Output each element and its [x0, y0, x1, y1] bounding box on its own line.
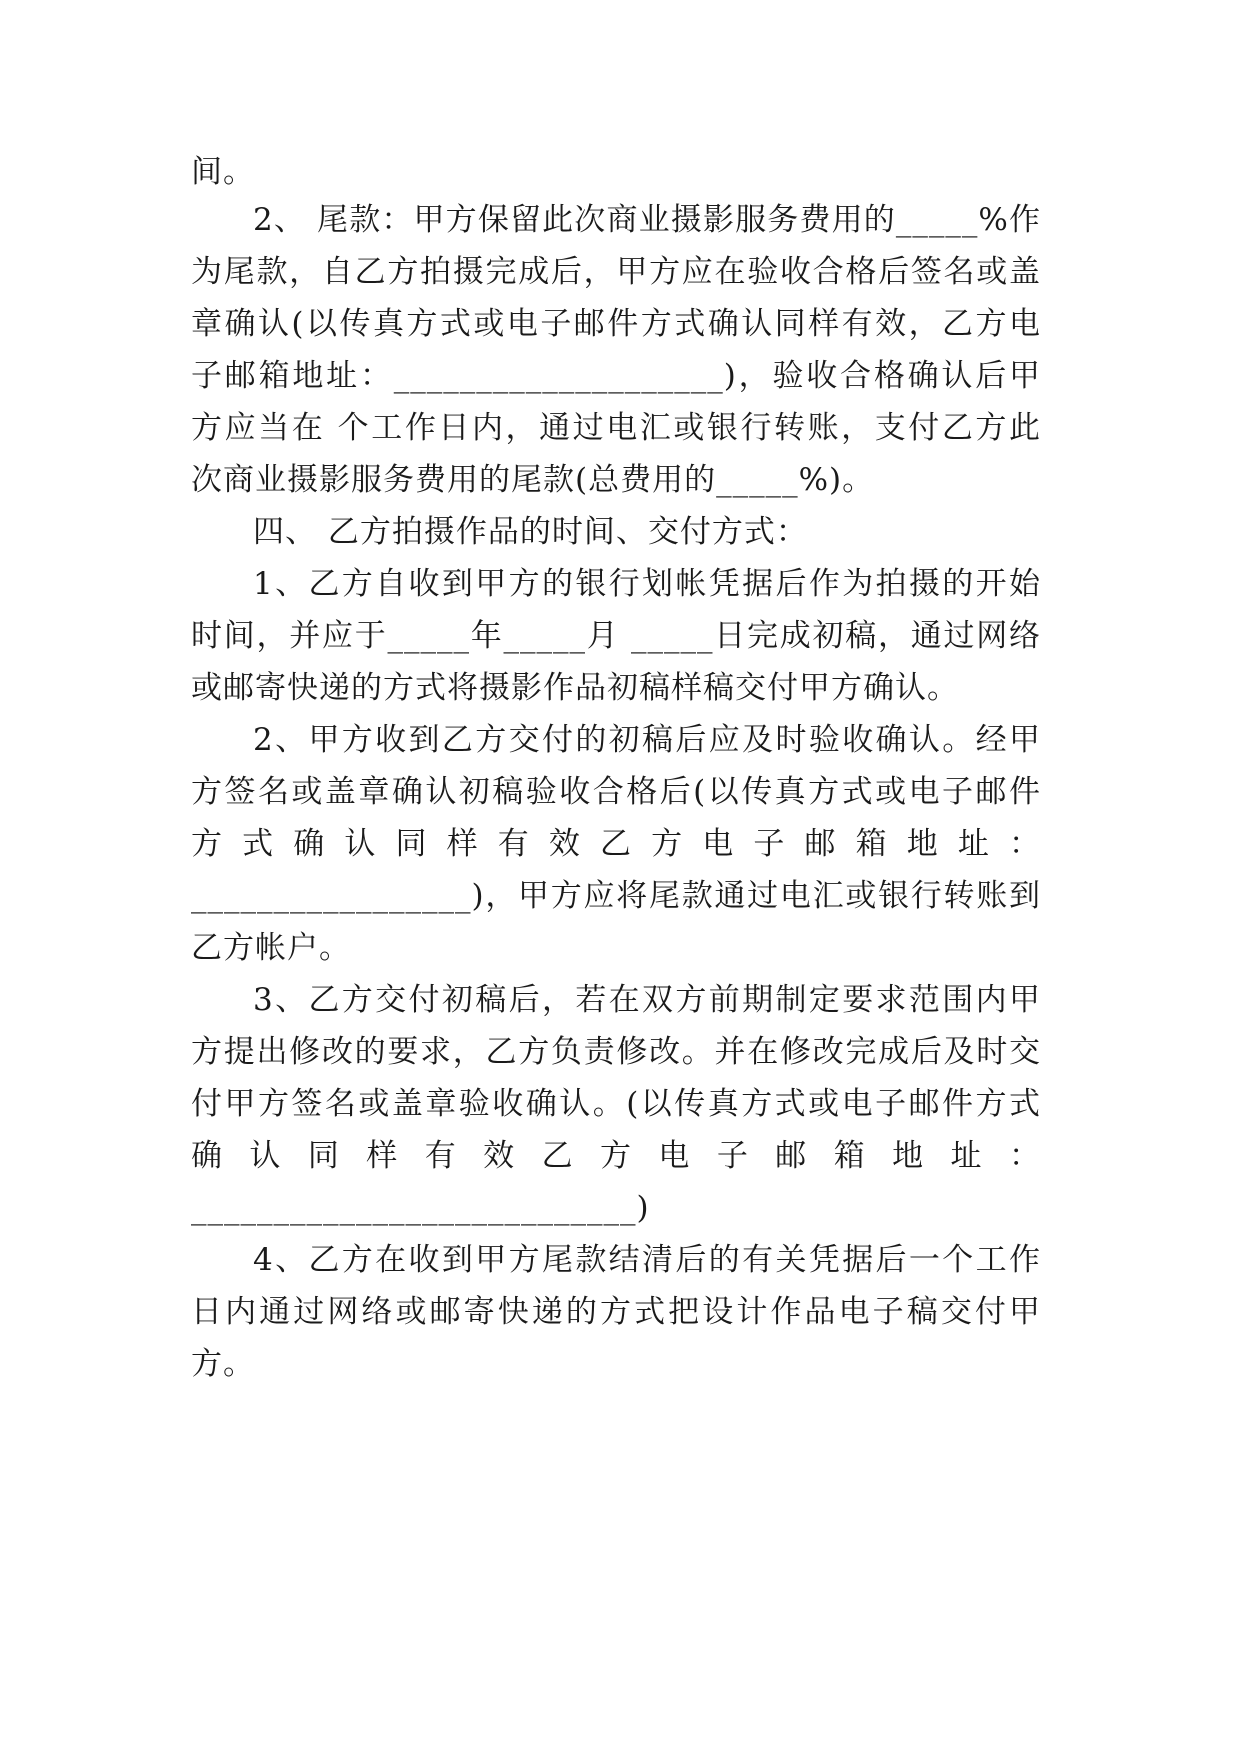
section-heading: 四、 乙方拍摄作品的时间、交付方式： — [253, 514, 808, 550]
text-line: 为尾款，自乙方拍摄完成后，甲方应在验收合格后签名或盖 — [191, 254, 1041, 290]
text-line: 次商业摄影服务费用的尾款(总费用的_____%)。 — [191, 462, 875, 498]
text-line: 2、甲方收到乙方交付的初稿后应及时验收确认。经甲 — [253, 722, 1041, 758]
text-line: 日内通过网络或邮寄快递的方式把设计作品电子稿交付甲 — [191, 1294, 1041, 1330]
text-line: ___________________________) — [191, 1190, 650, 1226]
text-line: 4、乙方在收到甲方尾款结清后的有关凭据后一个工作 — [253, 1242, 1041, 1278]
text-line: 或邮寄快递的方式将摄影作品初稿样稿交付甲方确认。 — [191, 670, 959, 706]
text-line: 章确认(以传真方式或电子邮件方式确认同样有效，乙方电 — [191, 306, 1041, 342]
text-line: 方。 — [191, 1346, 255, 1382]
text-line: 方 式 确 认 同 样 有 效 乙 方 电 子 邮 箱 地 址 ： — [191, 826, 1041, 862]
text-line: 时间，并应于_____年_____月 _____日完成初稿，通过网络 — [191, 618, 1041, 654]
text-line: 间。 — [191, 154, 255, 190]
text-line: 2、 尾款：甲方保留此次商业摄影服务费用的_____%作 — [253, 202, 1041, 238]
text-line: 确 认 同 样 有 效 乙 方 电 子 邮 箱 地 址 ： — [191, 1138, 1041, 1174]
text-line: 子邮箱地址：____________________)，验收合格确认后甲 — [191, 358, 1041, 394]
text-line: 方签名或盖章确认初稿验收合格后(以传真方式或电子邮件 — [191, 774, 1041, 810]
text-line: 付甲方签名或盖章验收确认。(以传真方式或电子邮件方式 — [191, 1086, 1041, 1122]
text-line: _________________)，甲方应将尾款通过电汇或银行转账到 — [191, 878, 1041, 914]
text-line: 3、乙方交付初稿后，若在双方前期制定要求范围内甲 — [253, 982, 1041, 1018]
text-line: 1、乙方自收到甲方的银行划帐凭据后作为拍摄的开始 — [253, 566, 1041, 602]
text-line: 方提出修改的要求，乙方负责修改。并在修改完成后及时交 — [191, 1034, 1041, 1070]
text-line: 方应当在 个工作日内，通过电汇或银行转账，支付乙方此 — [191, 410, 1041, 446]
text-line: 乙方帐户。 — [191, 930, 351, 966]
